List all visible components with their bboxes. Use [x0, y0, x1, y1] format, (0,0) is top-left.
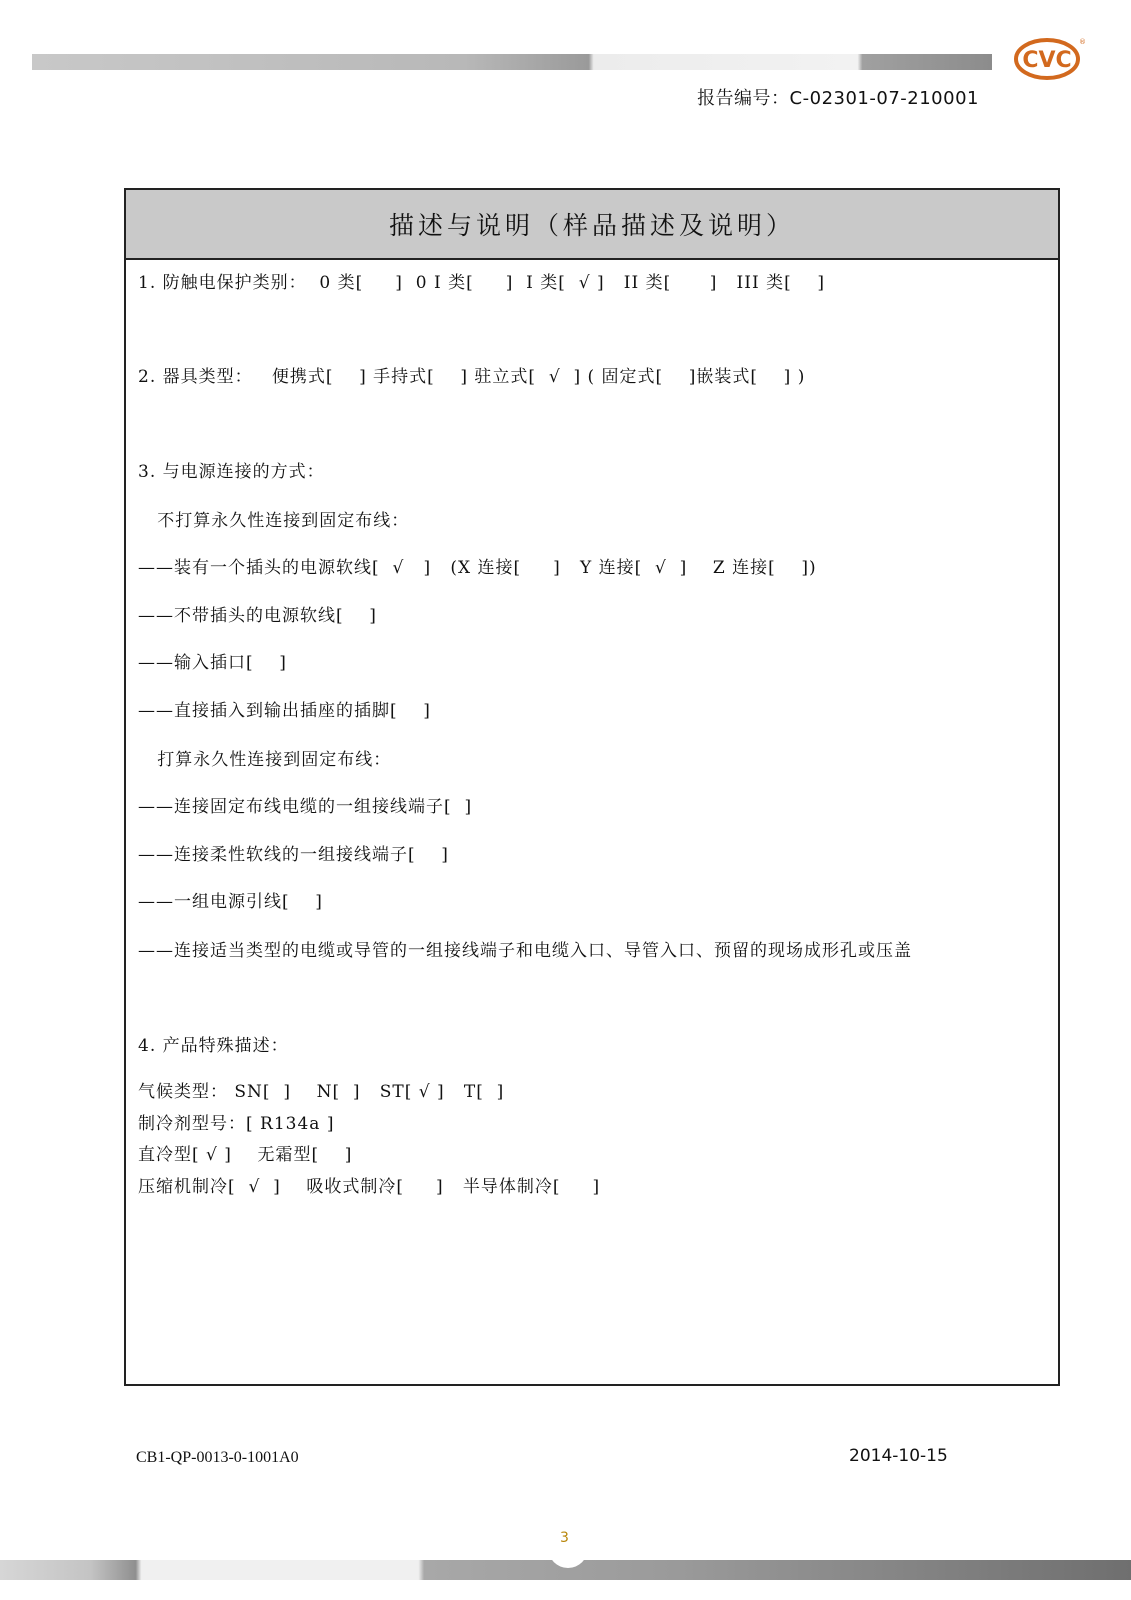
- refrigeration-method-line: 压缩机制冷[ √ ] 吸收式制冷[ ] 半导体制冷[ ]: [138, 1177, 601, 1197]
- cooling-type-line: 直冷型[ √ ] 无霜型[ ]: [138, 1145, 353, 1165]
- power-connection-heading: 3. 与电源连接的方式：: [138, 462, 325, 482]
- document-code: CB1-QP-0013-0-1001A0: [136, 1449, 299, 1466]
- list-item: ——连接固定布线电缆的一组接线端子[ ]: [138, 797, 473, 817]
- table-title: 描述与说明（样品描述及说明）: [126, 190, 1058, 260]
- document-date: 2014-10-15: [849, 1446, 948, 1466]
- protection-class-line: 1. 防触电保护类别： 0 类[ ] 0 I 类[ ] I 类[ √ ] II 类[ ] III 类[ ]: [138, 273, 825, 293]
- page-number: 3: [560, 1530, 569, 1546]
- list-item: ——连接适当类型的电缆或导管的一组接线端子和电缆入口、导管入口、预留的现场成形孔或压盖: [138, 941, 912, 961]
- refrigerant-line: 制冷剂型号：[ R134a ]: [138, 1114, 335, 1134]
- header-band: [32, 54, 992, 70]
- permanent-subheading: 打算永久性连接到固定布线：: [138, 750, 392, 770]
- climate-type-line: 气候类型： SN[ ] N[ ] ST[ √ ] T[ ]: [138, 1082, 505, 1102]
- list-item: ——不带插头的电源软线[ ]: [138, 606, 377, 626]
- logo-text: CVC: [1022, 48, 1072, 73]
- special-description-heading: 4. 产品特殊描述：: [138, 1036, 289, 1056]
- list-item: ——连接柔性软线的一组接线端子[ ]: [138, 845, 449, 865]
- list-item: ——装有一个插头的电源软线[ √ ] (X 连接[ ] Y 连接[ √ ] Z 连接[ ]): [138, 558, 817, 578]
- list-item: ——输入插口[ ]: [138, 653, 287, 673]
- appliance-type-line: 2. 器具类型： 便携式[ ] 手持式[ ] 驻立式[ √ ] ( 固定式[ ]嵌装式[ ] ): [138, 367, 806, 387]
- list-item: ——一组电源引线[ ]: [138, 892, 323, 912]
- list-item: ——直接插入到输出插座的插脚[ ]: [138, 701, 431, 721]
- non-permanent-subheading: 不打算永久性连接到固定布线：: [138, 511, 410, 531]
- description-table: [124, 188, 1060, 1386]
- svg-text:®: ®: [1079, 38, 1086, 46]
- report-number: 报告编号：C-02301-07-210001: [697, 88, 979, 109]
- cvc-logo-icon: [1013, 36, 1085, 82]
